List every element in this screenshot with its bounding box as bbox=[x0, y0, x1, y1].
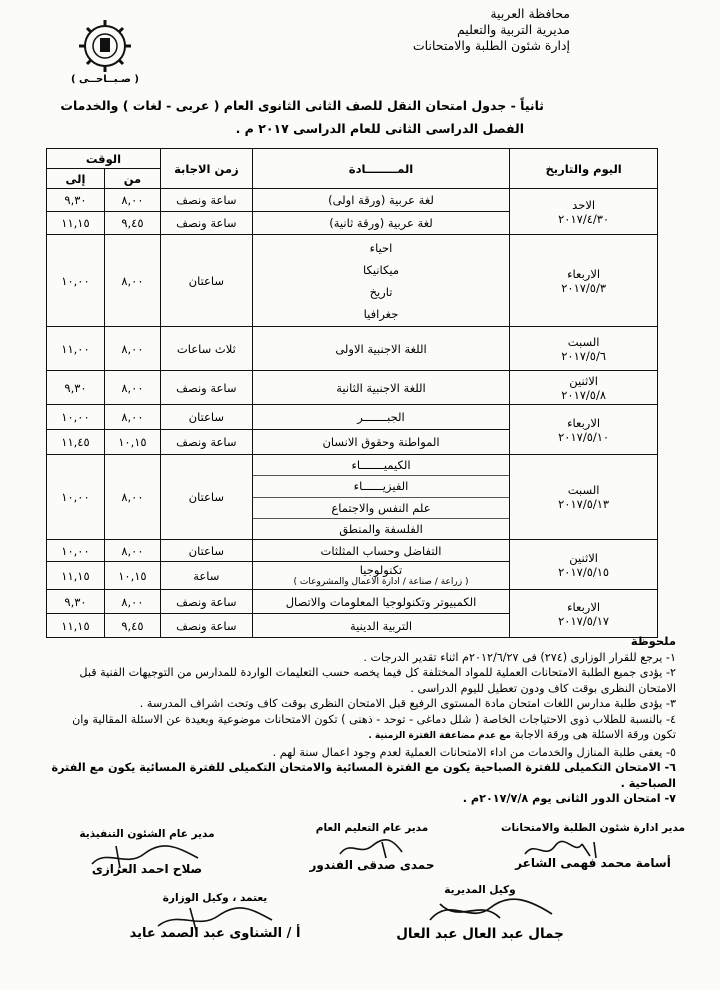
note-item: ٥- يعفى طلبة المنازل والخدمات من اداء الامتحانات العملية لعدم وجود اعمال سنة لهم . bbox=[272, 745, 676, 759]
note-item: ٤- بالنسبة للطلاب ذوى الاحتياجات الخاصة ( شلل دماغى - توحد - ذهنى ) تكون الامتحانات موضوعية وبعيدة عن الاسئلة المقالية وان تكون ورقة الاسئلة هى ورقة الاجابة مع عدم مضاعفة الفترة الزمنية . bbox=[72, 712, 676, 741]
duration-cell: ساعتان bbox=[160, 455, 252, 540]
note-item: ٦- الامتحان التكميلى للفترة الصباحية يكون مع الفترة المسائية والامتحان التكميلى للفترة المسائية يكون مع الفترة الصباحية . bbox=[51, 761, 676, 790]
logo-label: ( صـبــاحــى ) bbox=[70, 74, 140, 85]
handwritten-signature bbox=[332, 834, 422, 862]
signature-block-general-education: مدير عام التعليم العام حمدى صدقى الفندور bbox=[309, 822, 435, 872]
handwritten-signature bbox=[420, 894, 560, 928]
day-cell: السبت ٢٠١٧/٥/٦ bbox=[510, 327, 658, 371]
day-cell: الاثنين ٢٠١٧/٥/٨ bbox=[510, 371, 658, 405]
day-cell: الاربعاء ٢٠١٧/٥/٣ bbox=[510, 235, 658, 327]
day-cell: الاثنين ٢٠١٧/٥/١٥ bbox=[510, 540, 658, 590]
day-cell: الاحد ٢٠١٧/٤/٣٠ bbox=[510, 189, 658, 235]
handwritten-signature bbox=[150, 904, 280, 934]
time-to-cell: ٩,٣٠ bbox=[47, 371, 105, 405]
subject-cell: الكيميـــــــاء الفيزيــــــاء علم النفس والاجتماع الفلسفة والمنطق bbox=[252, 455, 509, 540]
header-directorate: مديرية التربية والتعليم bbox=[456, 22, 570, 37]
time-to-cell: ١١,٠٠ bbox=[47, 327, 105, 371]
schedule-subtitle: الفصل الدراسى الثانى للعام الدراسى ٢٠١٧ م . bbox=[235, 121, 524, 136]
duration-cell: ساعة ونصف bbox=[160, 430, 252, 455]
time-from-cell: ٨,٠٠ bbox=[104, 371, 160, 405]
table-row bbox=[47, 371, 658, 405]
subject-cell: لغة عربية (ورقة اولى) bbox=[252, 189, 509, 212]
time-from-cell: ١٠,١٥ bbox=[104, 430, 160, 455]
time-from-cell: ٩,٤٥ bbox=[104, 212, 160, 235]
subject-cell: المواطنة وحقوق الانسان bbox=[252, 430, 509, 455]
time-from-cell: ٨,٠٠ bbox=[104, 327, 160, 371]
time-from-cell: ١٠,١٥ bbox=[104, 562, 160, 590]
signature-block-undersecretary: يعتمد ، وكيل الوزارة أ / الشناوى عبد الصمد عايد bbox=[129, 892, 301, 941]
time-from-cell: ٨,٠٠ bbox=[104, 540, 160, 562]
header-from: من bbox=[104, 169, 160, 189]
duration-cell: ساعة ونصف bbox=[160, 590, 252, 614]
duration-cell: ساعة ونصف bbox=[160, 189, 252, 212]
time-from-cell: ٨,٠٠ bbox=[104, 590, 160, 614]
subject-cell: تكنولوجيا ( زراعة / صناعة / ادارة الاعمال والمشروعات ) bbox=[252, 562, 509, 590]
header-duration: زمن الاجابة bbox=[160, 149, 252, 189]
header-time: الوقت bbox=[47, 149, 161, 169]
table-row bbox=[47, 189, 658, 212]
time-from-cell: ٨,٠٠ bbox=[104, 405, 160, 430]
time-to-cell: ١٠,٠٠ bbox=[47, 235, 105, 327]
subject-cell: اللغة الاجنبية الاولى bbox=[252, 327, 509, 371]
time-from-cell: ٨,٠٠ bbox=[104, 455, 160, 540]
header-block bbox=[330, 6, 570, 54]
time-to-cell: ١٠,٠٠ bbox=[47, 455, 105, 540]
subject-cell: اللغة الاجنبية الثانية bbox=[252, 371, 509, 405]
note-item: ٧- امتحان الدور الثانى يوم ٢٠١٧/٧/٨م . bbox=[462, 792, 676, 805]
time-to-cell: ١٠,٠٠ bbox=[47, 540, 105, 562]
time-from-cell: ٨,٠٠ bbox=[104, 189, 160, 212]
note-item: ٢- يؤدى جميع الطلبة الامتحانات العملية للمواد المختلفة كل فيما يخصه حسب التعليمات الواردة للمدارس من التوجيهات الفنية قبل الامتحان النظرى بوقت كاف ودون تعطيل لليوم الدراسى . bbox=[79, 666, 676, 695]
duration-cell: ساعتان bbox=[160, 235, 252, 327]
table-row bbox=[47, 540, 658, 562]
header-governorate: محافظة العربية bbox=[490, 6, 570, 21]
day-cell: الاربعاء ٢٠١٧/٥/١٧ bbox=[510, 590, 658, 638]
signature-block-executive-affairs: مدير عام الشئون التنفيذية صلاح احمد العزازى bbox=[79, 828, 215, 876]
time-to-cell: ١١,١٥ bbox=[47, 562, 105, 590]
time-to-cell: ٩,٣٠ bbox=[47, 189, 105, 212]
handwritten-signature bbox=[520, 836, 610, 862]
duration-cell: ساعة ونصف bbox=[160, 614, 252, 638]
notes-title: ملحوظة bbox=[630, 634, 676, 648]
table-row bbox=[47, 455, 658, 540]
note-item: ١- يرجع للقرار الوزارى (٢٧٤) فى ٢٠١٢/٦/٢٧م اثناء تقدير الدرجات . bbox=[363, 650, 676, 664]
duration-cell: ساعة ونصف bbox=[160, 371, 252, 405]
duration-cell: ساعتان bbox=[160, 405, 252, 430]
day-cell: الاربعاء ٢٠١٧/٥/١٠ bbox=[510, 405, 658, 455]
signature-block-deputy-directorate: وكيل المديرية جمال عبد العال عبد العال bbox=[396, 884, 564, 942]
header-subject: المــــــــادة bbox=[252, 149, 509, 189]
time-to-cell: ١١,١٥ bbox=[47, 212, 105, 235]
subject-cell: الكمبيوتر وتكنولوجيا المعلومات والاتصال bbox=[252, 590, 509, 614]
time-to-cell: ١١,٤٥ bbox=[47, 430, 105, 455]
table-row bbox=[47, 405, 658, 430]
note-item: ٣- يؤدى طلبة مدارس اللغات امتحان مادة المستوى الرفيع قبل الامتحان النظرى بوقت كاف وتحت اشراف المدرسة . bbox=[139, 697, 676, 710]
day-cell: السبت ٢٠١٧/٥/١٣ bbox=[510, 455, 658, 540]
time-from-cell: ٨,٠٠ bbox=[104, 235, 160, 327]
header-department: إدارة شئون الطلبة والامتحانات bbox=[412, 38, 570, 53]
schedule-title: ثانياً - جدول امتحان النقل للصف الثانى الثانوى العام ( عربى - لغات ) والخدمات bbox=[60, 98, 544, 113]
subject-cell: الجبـــــــر bbox=[252, 405, 509, 430]
exam-schedule-table bbox=[46, 148, 658, 638]
handwritten-signature bbox=[86, 840, 206, 872]
subject-cell: التفاضل وحساب المثلثات bbox=[252, 540, 509, 562]
duration-cell: ساعة bbox=[160, 562, 252, 590]
duration-cell: ساعتان bbox=[160, 540, 252, 562]
notes-section bbox=[46, 634, 676, 807]
time-to-cell: ٩,٣٠ bbox=[47, 590, 105, 614]
table-row bbox=[47, 590, 658, 614]
time-to-cell: ١١,١٥ bbox=[47, 614, 105, 638]
signature-block-students-affairs: مدير ادارة شئون الطلبة والامتحانات أسامة محمد فهمى الشاعر bbox=[500, 822, 686, 870]
table-row bbox=[47, 327, 658, 371]
duration-cell: ساعة ونصف bbox=[160, 212, 252, 235]
header-day-date: اليوم والتاريخ bbox=[510, 149, 658, 189]
subject-cell: لغة عربية (ورقة ثانية) bbox=[252, 212, 509, 235]
subject-cell: احياء ميكانيكا تاريخ جغرافيا bbox=[252, 235, 509, 327]
time-from-cell: ٩,٤٥ bbox=[104, 614, 160, 638]
duration-cell: ثلاث ساعات bbox=[160, 327, 252, 371]
subject-cell: التربية الدينية bbox=[252, 614, 509, 638]
time-to-cell: ١٠,٠٠ bbox=[47, 405, 105, 430]
header-to: إلى bbox=[47, 169, 105, 189]
table-row bbox=[47, 235, 658, 327]
